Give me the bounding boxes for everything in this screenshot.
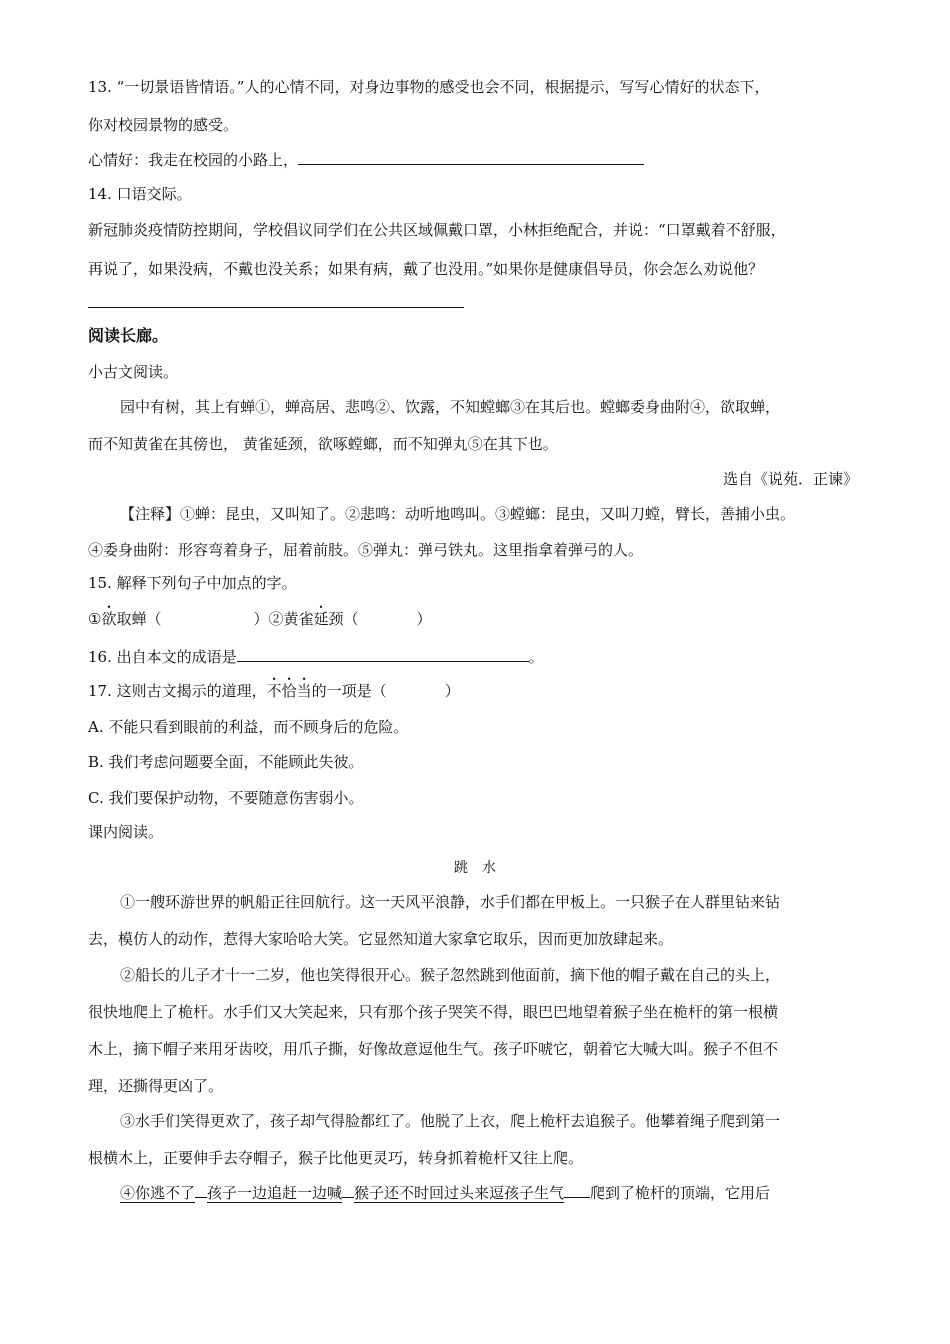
p4-underline-gap	[342, 1197, 354, 1198]
textbook-subtitle: 课内阅读。	[88, 823, 164, 841]
q15-b-dotted-char: 延	[313, 610, 329, 628]
classical-note2: ④委身曲附：形容弯着身子，屈着前肢。⑤弹丸：弹弓铁丸。这里指拿着弹弓的人。	[88, 541, 644, 559]
q15-title: 15. 解释下列句子中加点的字。	[88, 574, 297, 592]
q17-option-c[interactable]: C. 我们要保护动物，不要随意伤害弱小。	[88, 789, 364, 807]
story-title: 跳 水	[454, 860, 496, 876]
q14-title: 14. 口语交际。	[88, 185, 192, 203]
q17-dotted-char: 恰	[281, 682, 297, 700]
q17-dotted-char: 当	[296, 682, 312, 700]
story-p2-line3: 木上，摘下帽子来用牙齿咬，用爪子撕，好像故意逗他生气。孩子吓唬它，朝着它大喊大叫。猴子不但不	[88, 1040, 779, 1058]
classical-subtitle: 小古文阅读。	[88, 363, 179, 381]
section-title: 阅读长廊。	[88, 326, 169, 345]
q17-option-b[interactable]: B. 我们考虑问题要全面，不能顾此失彼。	[88, 753, 364, 771]
story-p1-line2: 去，模仿人的动作，惹得大家哈哈大笑。它显然知道大家拿它取乐，因而更加放肆起来。	[88, 930, 674, 948]
q15-a-number: ①	[88, 610, 102, 628]
story-p2-line2: 很快地爬上了桅杆。水手们又大笑起来，只有那个孩子哭笑不得，眼巴巴地望着猴子坐在桅杆的第一根横	[88, 1003, 779, 1021]
p4-underline-gap	[195, 1197, 207, 1198]
q13-prompt: 心情好：我走在校园的小路上，	[88, 151, 299, 169]
story-p1-line1: ①一艘环游世界的帆船正往回航行。这一天风平浪静，水手们都在甲板上。一只猴子在人群里钻来钻	[120, 893, 781, 911]
q15-b-text: ）②黄雀	[253, 610, 314, 628]
q14-answer-blank[interactable]	[88, 307, 464, 308]
story-p2-line1: ②船长的儿子才十一二岁，他也笑得很开心。猴子忽然跳到他面前，摘下他的帽子戴在自己的头上，	[120, 966, 781, 984]
classical-note1: 【注释】①蝉：昆虫，又叫知了。②悲鸣：动听地鸣叫。③螳螂：昆虫，又叫刀螳，臂长，善捕小虫。	[120, 505, 796, 523]
q15-items	[88, 609, 432, 629]
q17-option-a[interactable]: A. 不能只看到眼前的利益，而不顾身后的危险。	[88, 718, 409, 736]
classical-line2: 而不知黄雀在其傍也， 黄雀延颈，欲啄螳螂，而不知弹丸⑤在其下也。	[88, 435, 558, 453]
q13-answer-blank[interactable]	[298, 150, 644, 165]
q15-b-close: ）	[416, 610, 432, 628]
q17-prefix: 17. 这则古文揭示的道理，	[88, 682, 267, 700]
q15-a-text: 取蝉（	[116, 610, 162, 628]
q13-line2: 你对校园景物的感受。	[88, 116, 239, 134]
q16-text: 16. 出自本文的成语是	[88, 648, 237, 666]
q15-a-dotted-char: 欲	[101, 610, 117, 628]
q17-suffix: 的一项是（	[311, 682, 387, 700]
p4-underlined-3: 猴子还不时回过头来逗孩子生气	[354, 1184, 565, 1202]
p4-rest: 爬到了桅杆的顶端，它用后	[590, 1184, 771, 1202]
story-p4-line1	[120, 1183, 770, 1203]
q17-close: ）	[444, 682, 460, 700]
q16-end: 。	[528, 648, 544, 666]
p4-underline-gap	[564, 1197, 590, 1198]
story-p3-line2: 根横木上，正要伸手去夺帽子，猴子比他更灵巧，转身抓着桅杆又往上爬。	[88, 1149, 584, 1167]
p4-underlined-1: ④你逃不了	[120, 1184, 196, 1202]
p4-underlined-2: 孩子一边追赶一边喊	[207, 1184, 343, 1202]
q13-line1: 13. “一切景语皆情语。”人的心情不同，对身边事物的感受也会不同，根据提示，写写心情好的状态下，	[88, 78, 770, 96]
story-p2-line4: 理，还撕得更凶了。	[88, 1077, 224, 1095]
classical-line1: 园中有树，其上有蝉①，蝉高居、悲鸣②、饮露，不知螳螂③在其后也。螳螂委身曲附④，欲取蝉，	[120, 398, 781, 416]
classical-source: 选自《说苑．正谏》	[722, 470, 858, 488]
q16-answer-blank[interactable]	[237, 647, 529, 662]
q17-dotted-char: 不	[266, 682, 282, 700]
q14-line2: 再说了，如果没病，不戴也没关系；如果有病，戴了也没用。”如果你是健康倡导员，你会怎么劝说他？	[88, 260, 764, 278]
story-p3-line1: ③水手们笑得更欢了，孩子却气得脸都红了。他脱了上衣，爬上桅杆去追猴子。他攀着绳子爬到第一	[120, 1112, 781, 1130]
q13-prompt-line	[88, 150, 644, 170]
q15-b-text-rest: 颈（	[328, 610, 359, 628]
q16-line	[88, 647, 544, 667]
q17-question	[88, 681, 460, 701]
q14-line1: 新冠肺炎疫情防控期间，学校倡议同学们在公共区域佩戴口罩，小林拒绝配合，并说：“口罩戴着不舒服，	[88, 221, 786, 239]
